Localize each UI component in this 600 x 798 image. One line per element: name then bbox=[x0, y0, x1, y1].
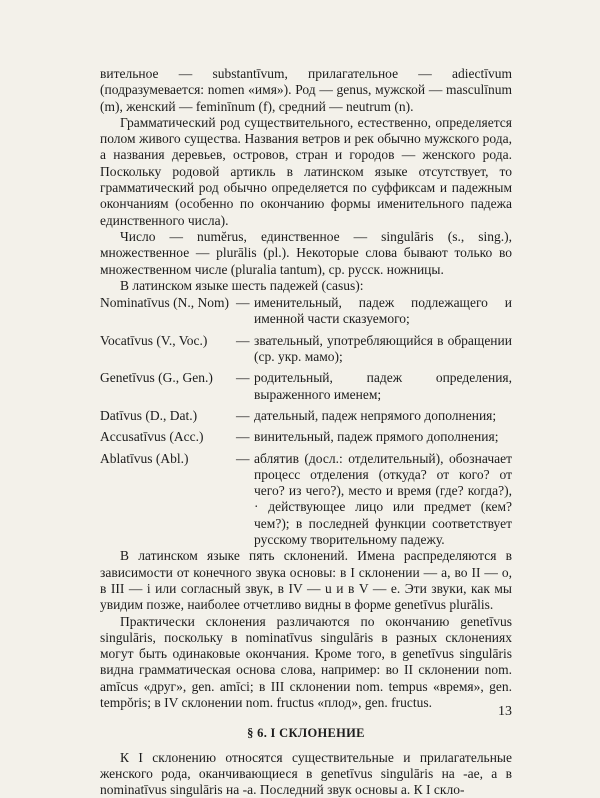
case-list bbox=[100, 295, 512, 548]
paragraph-grammatical-gender: Грамматический род существительного, естественно, определяется полом живого существа. Названия ветров и рек обычно мужского рода, а названия деревьев, островов, стран и городов — женского рода. Поскольку родовой артикль в латинском языке отсутствует, то грамматический род обычно определяется по суффиксам и падежным окончаниям (особенно по окончанию формы именительного падежа единственного числа). bbox=[100, 114, 512, 228]
case-name: Genetīvus (G., Gen.) bbox=[100, 370, 213, 386]
case-name: Datīvus (D., Dat.) bbox=[100, 407, 198, 423]
case-description: звательный, употребляющийся в обращении (ср. укр. мамо); bbox=[254, 332, 512, 365]
case-row-genitive bbox=[100, 370, 512, 403]
case-description: именительный, падеж подлежащего и именной части сказуемого; bbox=[254, 295, 512, 327]
paragraph-gender-terms: вительное — substantīvum, прилагательное — adiectīvum (подразумевается: nomen «имя»). Род — genus, мужской — masculīnum (m), женский — feminīnum (f), средний — neutrum (n). bbox=[100, 66, 512, 114]
case-name: Accusatīvus (Acc.) bbox=[100, 429, 204, 445]
case-dash: — bbox=[236, 332, 250, 348]
case-dash: — bbox=[236, 450, 250, 466]
case-row-ablative bbox=[100, 451, 512, 549]
case-row-accusative bbox=[100, 429, 512, 445]
case-description: родительный, падеж определения, выраженного именем; bbox=[254, 370, 512, 402]
page-number: 13 bbox=[498, 704, 512, 719]
paragraph-declensions: В латинском языке пять склонений. Имена распределяются в зависимости от конечного звука основы: в I склонении — а, во II — о, в III — i или согласный звук, в IV — u и в V — е. Эти звуки, как мы увидим позже, наиболее отчетливо видны в форме genetīvus plurālis. bbox=[100, 548, 512, 613]
case-description: аблятив (досл.: отделительный), обозначает процесс отделения (откуда? от кого? от чего? из чего?), место и время (где? когда?), · действующее лицо или предмет (кем? чем?); в последней функции соответствует русскому творительному падежу. bbox=[254, 450, 512, 548]
paragraph-genitive-singular: Практически склонения различаются по окончанию genetīvus singulāris, поскольку в nominatīvus singulāris в разных склонениях могут быть одинаковые окончания. Кроме того, в genetīvus singulāris видна грамматическая основа слова, например: во II склонении nom. amīcus «друг», gen. amīci; в III склонении nom. tempus «время», gen. tempŏris; в IV склонении nom. fructus «плод», gen. fructus. bbox=[100, 613, 512, 710]
page-body bbox=[100, 66, 512, 798]
case-row-vocative bbox=[100, 333, 512, 366]
case-row-nominative bbox=[100, 295, 512, 328]
case-description: винительный, падеж прямого дополнения; bbox=[254, 429, 499, 445]
case-name: Vocatīvus (V., Voc.) bbox=[100, 332, 208, 348]
case-name: Nominatīvus (N., Nom) bbox=[100, 295, 229, 311]
case-dash: — bbox=[236, 295, 250, 311]
case-dash: — bbox=[236, 370, 250, 386]
case-dash: — bbox=[236, 407, 250, 423]
case-dash: — bbox=[236, 429, 250, 445]
section-heading: § 6. I СКЛОНЕНИЕ bbox=[247, 726, 365, 741]
case-description: дательный, падеж непрямого дополнения; bbox=[254, 407, 497, 423]
paragraph-cases-intro: В латинском языке шесть падежей (casus): bbox=[120, 277, 364, 293]
case-row-dative bbox=[100, 408, 512, 424]
paragraph-number: Число — numĕrus, единственное — singulāris (s., sing.), множественное — plurālis (pl.). Некоторые слова бывают только во множественном числе (pluralia tantum), ср. русск. ножницы. bbox=[100, 228, 512, 277]
case-name: Ablatīvus (Abl.) bbox=[100, 450, 189, 466]
paragraph-first-declension: К I склонению относятся существительные и прилагательные женского рода, оканчивающиеся в genetīvus singulāris на -ае, а в nominatīvus singulāris на -а. Последний звук основы а. К I скло- bbox=[100, 749, 512, 798]
